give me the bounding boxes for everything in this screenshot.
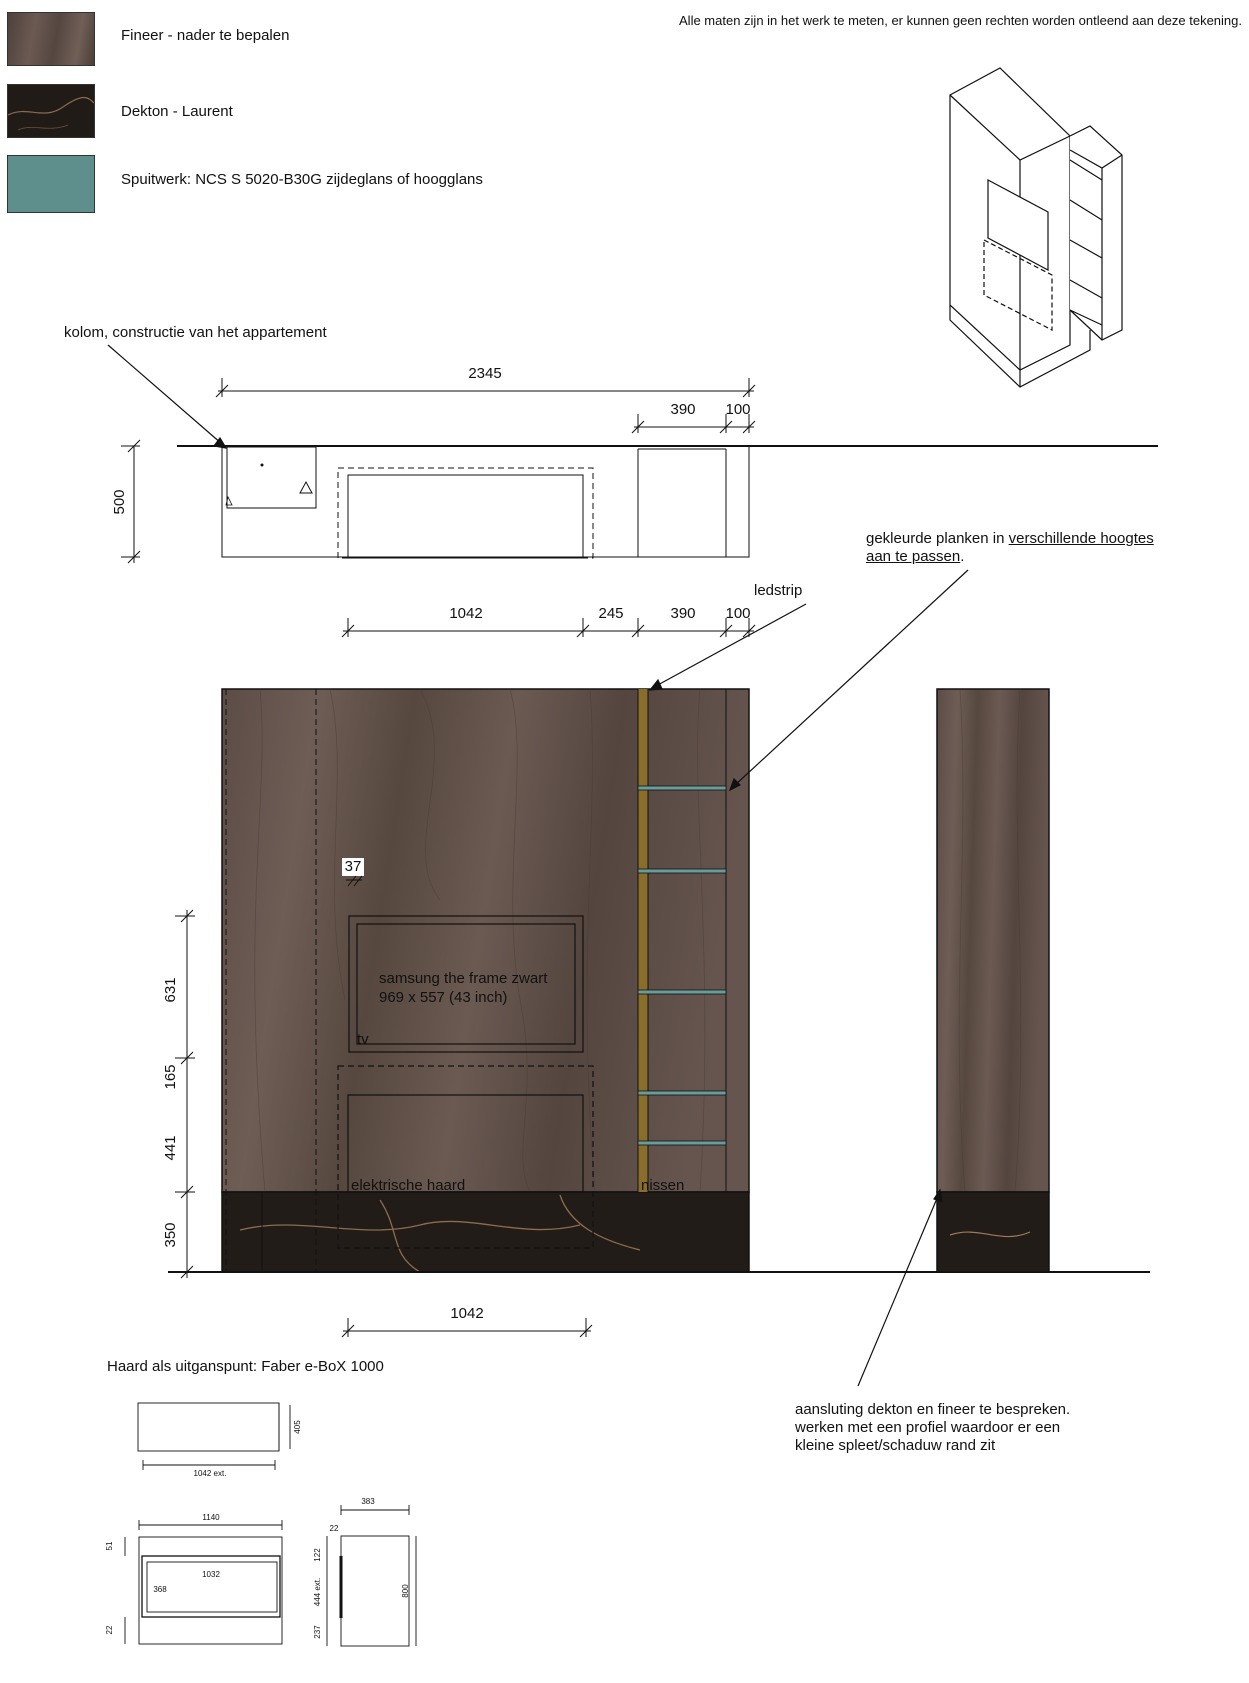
- tv-note-line2: 969 x 557 (43 inch): [379, 989, 508, 1006]
- planken-prefix: gekleurde planken in: [866, 530, 1009, 547]
- elev-dim-441: 441: [162, 1135, 179, 1161]
- planken-underline-1: verschillende hoogtes: [1008, 530, 1154, 547]
- haard-side-22: 22: [329, 1524, 339, 1533]
- side-elevation: [937, 689, 1049, 1272]
- plan-dim-total: 2345: [468, 365, 502, 382]
- ledstrip-note: ledstrip: [754, 582, 803, 599]
- elev-dim-350: 350: [162, 1222, 179, 1248]
- plan-dim-depth: 500: [111, 489, 128, 515]
- haard-front-height: 405: [293, 1420, 302, 1434]
- aansluiting-note: [795, 1401, 1070, 1455]
- elev-dim-631: 631: [162, 977, 179, 1003]
- aansluiting-line2: werken met een profiel waardoor er een: [795, 1419, 1061, 1436]
- planken-suffix: .: [960, 548, 965, 565]
- dim-37: 37: [344, 858, 362, 875]
- haard-w1032: 1032: [202, 1570, 220, 1579]
- haard-side-383: 383: [361, 1497, 375, 1506]
- haard-sketches: [125, 1403, 416, 1646]
- haard-side-237: 237: [313, 1625, 322, 1639]
- haard-label: elektrische haard: [351, 1177, 466, 1194]
- kolom-note: kolom, constructie van het appartement: [64, 324, 327, 341]
- elev-dim-165: 165: [162, 1064, 179, 1090]
- aansluiting-line1: aansluting dekton en fineer te bespreken.: [795, 1401, 1071, 1418]
- haard-h51: 51: [105, 1541, 114, 1551]
- header-note: Alle maten zijn in het werk te meten, er kunnen geen rechten worden ontleend aan deze tekening.: [679, 13, 1242, 28]
- plan-dim-end: 100: [725, 401, 751, 418]
- elev-dim-100: 100: [725, 605, 751, 622]
- haard-h22: 22: [105, 1625, 114, 1635]
- legend-veneer-label: Fineer - nader te bepalen: [121, 27, 290, 44]
- isometric-sketch: [950, 68, 1122, 387]
- aansluiting-line3: kleine spleet/schaduw rand zit: [795, 1437, 996, 1454]
- planken-underline-2: aan te passen: [866, 548, 961, 565]
- tv-label: tv: [357, 1031, 369, 1048]
- elev-dim-245: 245: [598, 605, 624, 622]
- elev-dim-390: 390: [670, 605, 696, 622]
- elev-dim-bottom-1042: 1042: [450, 1305, 484, 1322]
- haard-w1140: 1140: [202, 1513, 220, 1522]
- plan-dim-niche: 390: [670, 401, 696, 418]
- haard-h368: 368: [153, 1585, 167, 1594]
- tv-note-line1: samsung the frame zwart: [379, 970, 548, 987]
- haard-front-width: 1042 ext.: [193, 1469, 227, 1478]
- haard-title: Haard als uitganspunt: Faber e-BoX 1000: [107, 1358, 384, 1375]
- haard-side-444: 444 ext.: [313, 1577, 322, 1607]
- plan-dimensions: [121, 378, 755, 563]
- legend-dekton-label: Dekton - Laurent: [121, 103, 233, 120]
- legend-paint-label: Spuitwerk: NCS S 5020-B30G zijdeglans of hoogglans: [121, 171, 483, 188]
- elev-dim-1042: 1042: [449, 605, 483, 622]
- planken-note: [866, 530, 1154, 566]
- nissen-label: nissen: [641, 1177, 685, 1194]
- haard-side-800: 800: [401, 1584, 410, 1598]
- haard-side-122: 122: [313, 1548, 322, 1562]
